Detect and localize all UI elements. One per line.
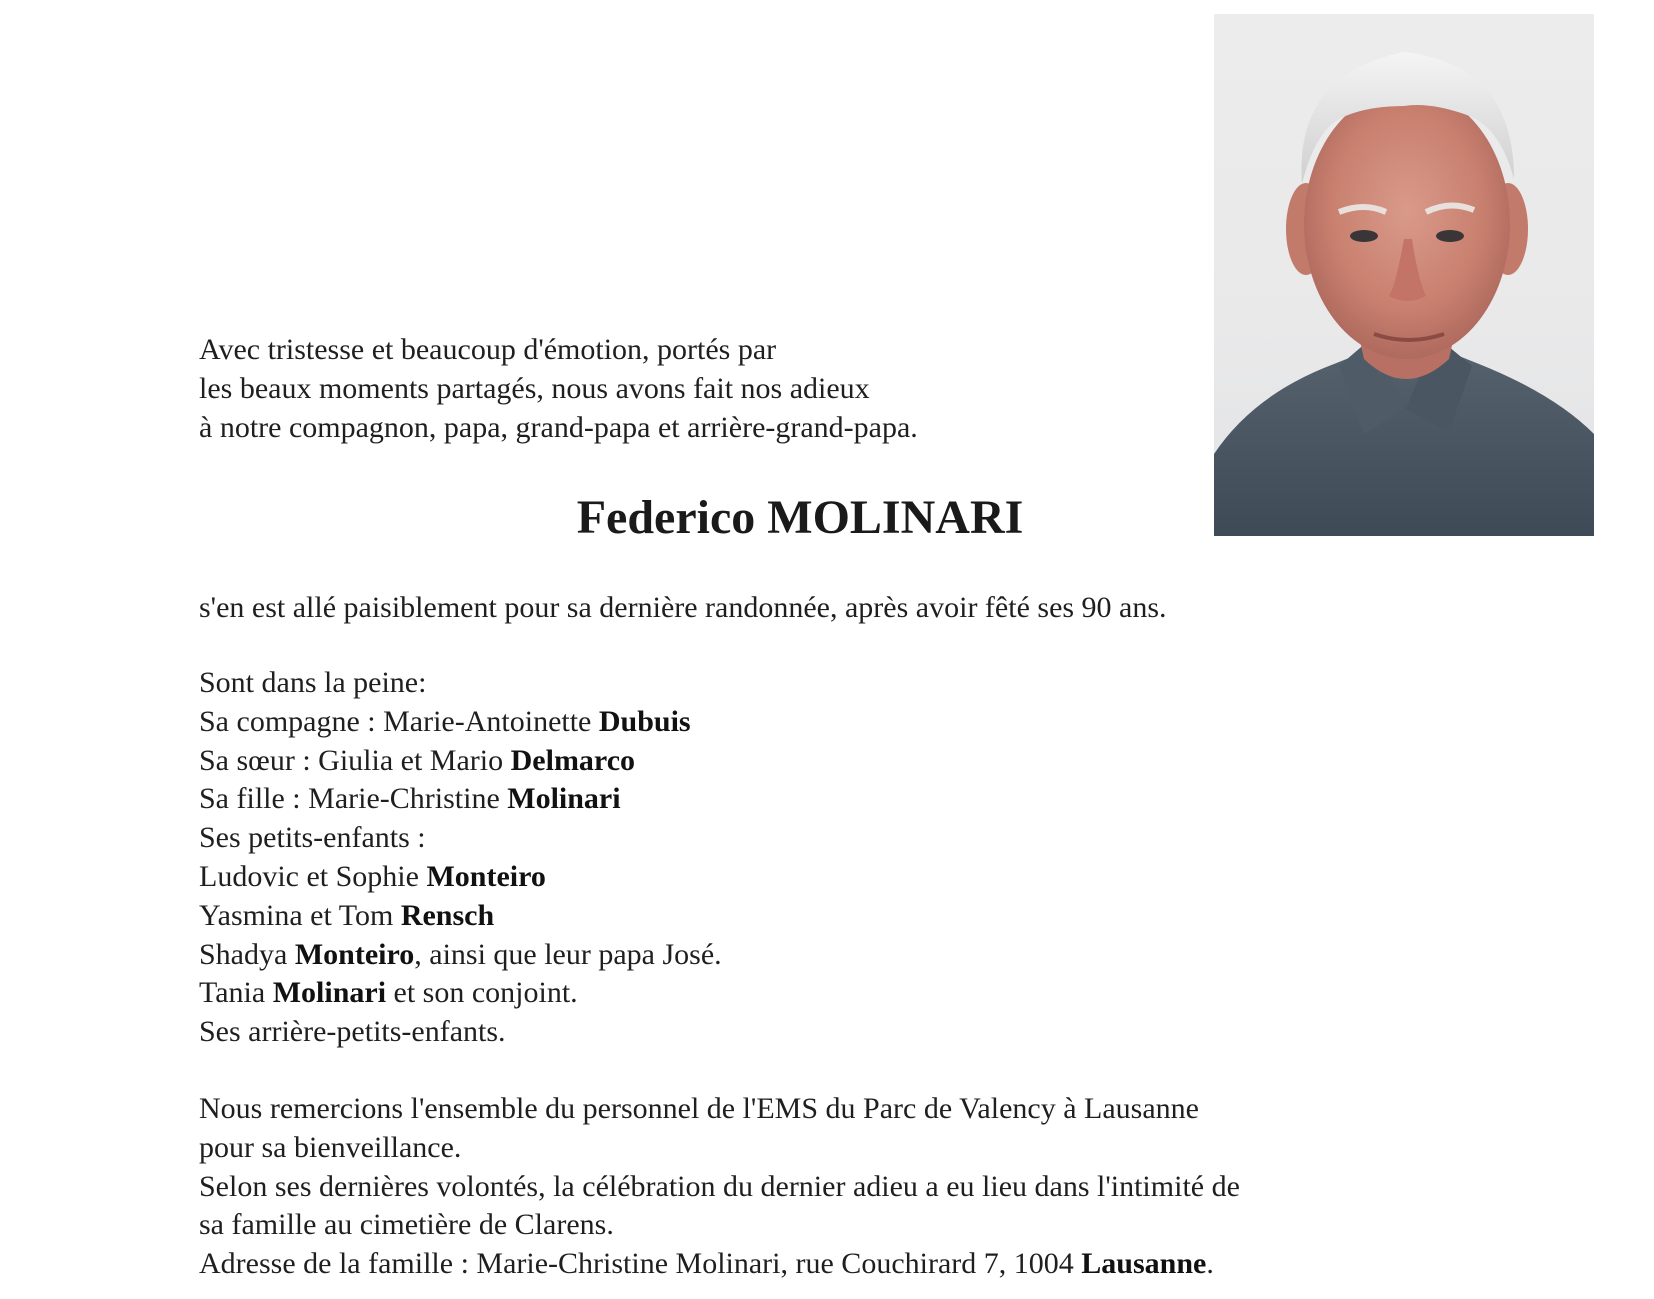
ceremony-line-1: Selon ses dernières volontés, la célébration du dernier adieu a eu lieu dans l'intimité de: [199, 1169, 1240, 1203]
ceremony-line-2: sa famille au cimetière de Clarens.: [199, 1208, 614, 1242]
mourner-sister: [199, 742, 722, 781]
mourner-grandchild: [199, 897, 722, 936]
address-end: .: [1206, 1247, 1214, 1281]
family-address: [199, 1245, 1240, 1284]
mourner-label: Shadya: [199, 937, 295, 971]
mourner-label: Ludovic et Sophie: [199, 859, 427, 893]
grandchildren-heading: Ses petits-enfants :: [199, 821, 426, 855]
great-grandchildren: Ses arrière-petits-enfants.: [199, 1015, 506, 1049]
mourner-label: Sa compagne : Marie-Antoinette: [199, 704, 599, 738]
mourner-daughter: [199, 780, 722, 819]
mourner-surname: Monteiro: [294, 937, 415, 971]
mourner-surname: Rensch: [400, 898, 495, 932]
passing-statement: s'en est allé paisiblement pour sa dernière randonnée, après avoir fêté ses 90 ans.: [199, 591, 1167, 624]
portrait-illustration: [1214, 14, 1594, 536]
intro-paragraph: [199, 330, 918, 447]
mourner-label: Yasmina et Tom: [199, 898, 401, 932]
mourners-list: [199, 664, 722, 1052]
mourner-companion: [199, 703, 722, 742]
intro-line-3: à notre compagnon, papa, grand-papa et arrière-grand-papa.: [199, 411, 918, 444]
mourners-heading: Sont dans la peine:: [199, 666, 427, 699]
mourner-label: Tania: [199, 976, 273, 1010]
thanks-line-2: pour sa bienveillance.: [199, 1130, 462, 1164]
address-city: Lausanne: [1081, 1247, 1207, 1281]
address-label: Adresse de la famille : Marie-Christine Molinari, rue Couchirard 7, 1004: [199, 1247, 1082, 1281]
mourner-grandchild: [199, 858, 722, 897]
intro-line-1: Avec tristesse et beaucoup d'émotion, portés par: [199, 333, 777, 366]
mourner-surname: Delmarco: [510, 743, 636, 777]
mourner-surname: Monteiro: [426, 859, 546, 893]
portrait-photo: [1214, 14, 1594, 536]
thanks-line-1: Nous remercions l'ensemble du personnel de l'EMS du Parc de Valency à Lausanne: [199, 1092, 1199, 1125]
mourner-label: Sa sœur : Giulia et Mario: [199, 743, 511, 777]
mourner-surname: Dubuis: [598, 704, 691, 738]
mourner-surname: Molinari: [507, 782, 621, 816]
mourner-grandchild: [199, 974, 722, 1013]
intro-line-2: les beaux moments partagés, nous avons fait nos adieux: [199, 372, 870, 405]
mourner-grandchild: [199, 936, 722, 975]
closing-paragraph: [199, 1090, 1240, 1284]
deceased-name: Federico MOLINARI: [576, 491, 1024, 544]
mourner-suffix: , ainsi que leur papa José.: [414, 937, 722, 971]
mourner-label: Sa fille : Marie-Christine: [199, 782, 508, 816]
mourner-surname: Molinari: [272, 976, 387, 1010]
mourner-suffix: et son conjoint.: [386, 976, 578, 1010]
